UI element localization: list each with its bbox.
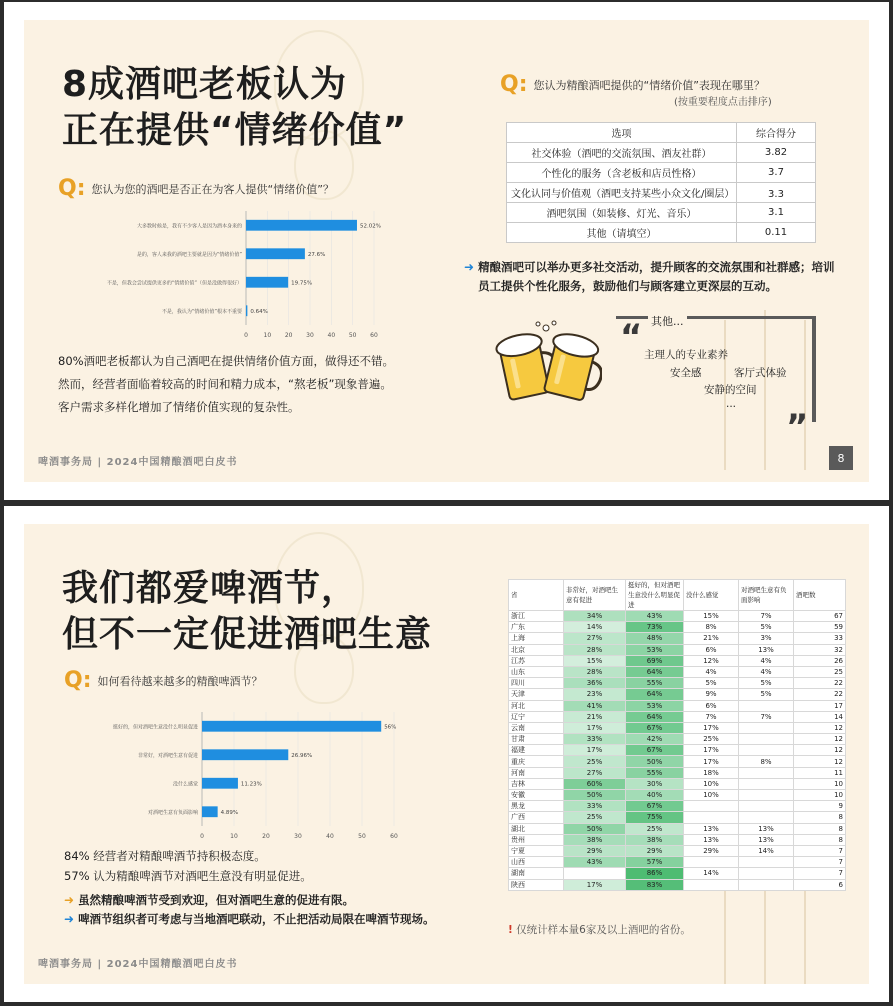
value-cell: 25% <box>626 823 684 834</box>
quote-item: 安全感 <box>670 367 702 379</box>
footnote-text: 仅统计样本量6家及以上酒吧的省份。 <box>516 924 691 936</box>
score-cell: 3.3 <box>737 183 816 203</box>
value-cell: 17% <box>684 722 739 733</box>
value-cell: 14% <box>739 845 794 856</box>
value-cell <box>739 812 794 823</box>
x-tick-label: 0 <box>200 833 204 840</box>
footer: 啤酒事务局 | 2024中国精酿酒吧白皮书 <box>38 959 238 970</box>
value-cell: 17% <box>564 722 626 733</box>
value-cell: 23% <box>564 689 626 700</box>
table-row <box>509 745 846 756</box>
value-cell: 3% <box>739 633 794 644</box>
value-cell: 43% <box>564 857 626 868</box>
quote-item: 安静的空间 <box>704 384 757 396</box>
province-cell: 陕西 <box>509 879 564 890</box>
x-tick-label: 10 <box>263 332 272 339</box>
score-cell: 0.11 <box>737 223 816 243</box>
bullet-item <box>64 891 435 910</box>
value-cell: 13% <box>684 823 739 834</box>
value-cell: 48% <box>626 633 684 644</box>
paragraph: 然而，经营者面临着较高的时间和精力成本，“熬老板”现象普遍。 <box>58 377 392 391</box>
slide-frame-1 <box>4 2 889 500</box>
value-cell: 15% <box>684 611 739 622</box>
table-row <box>509 790 846 801</box>
value-cell: 17% <box>564 745 626 756</box>
slide-title <box>62 566 432 658</box>
emotional-value-score-table <box>506 122 816 243</box>
value-cell: 27% <box>564 767 626 778</box>
table-row <box>507 143 816 163</box>
value-cell: 40% <box>626 790 684 801</box>
value-cell: 33% <box>564 734 626 745</box>
arrow-circle-icon: ➜ <box>464 260 475 274</box>
arrow-circle-icon: ➜ <box>64 912 75 926</box>
value-cell: 5% <box>739 689 794 700</box>
value-cell: 28% <box>564 666 626 677</box>
value-cell: 30% <box>626 778 684 789</box>
quote-open-mark: “ <box>620 317 643 357</box>
value-cell: 25% <box>564 756 626 767</box>
value-cell: 17 <box>794 700 846 711</box>
question-left <box>64 668 263 693</box>
value-cell: 75% <box>626 812 684 823</box>
value-cell: 53% <box>626 644 684 655</box>
value-cell: 11 <box>794 767 846 778</box>
value-cell: 86% <box>626 868 684 879</box>
category-label: 不是，但我会尝试提供更多的“情绪价值”（但是没做得很好） <box>106 280 242 287</box>
value-cell: 7 <box>794 845 846 856</box>
value-cell: 67% <box>626 745 684 756</box>
table-row <box>509 666 846 677</box>
x-tick-label: 60 <box>370 332 378 339</box>
x-tick-label: 40 <box>327 332 336 339</box>
q-mark: Q: <box>64 668 92 693</box>
question-text: 如何看待越来越多的精酿啤酒节？ <box>97 674 263 688</box>
value-cell: 34% <box>564 611 626 622</box>
table-row <box>509 801 846 812</box>
bullet-text: 啤酒节组织者可考虑与当地酒吧联动，不止把活动局限在啤酒节现场。 <box>78 912 435 926</box>
value-cell: 43% <box>626 611 684 622</box>
value-cell: 64% <box>626 711 684 722</box>
value-cell: 33% <box>564 801 626 812</box>
value-cell: 7 <box>794 857 846 868</box>
slide-frame-2 <box>4 506 889 1002</box>
value-cell: 14% <box>564 622 626 633</box>
table-row <box>509 823 846 834</box>
value-cell: 8% <box>739 756 794 767</box>
province-cell: 湖北 <box>509 823 564 834</box>
value-cell <box>739 745 794 756</box>
option-cell: 其他（请填空） <box>507 223 737 243</box>
data-label: 0.64% <box>250 308 268 315</box>
header-cell: 挺好的，但对酒吧生意没什么明显促进 <box>626 580 684 611</box>
province-cell: 四川 <box>509 678 564 689</box>
slide-title <box>62 62 407 154</box>
header-cell: 对酒吧生意有负面影响 <box>739 580 794 611</box>
quote-item: ... <box>726 398 737 410</box>
province-cell: 广西 <box>509 812 564 823</box>
q-mark: Q: <box>500 72 528 97</box>
table-row <box>509 611 846 622</box>
findings-paragraphs <box>58 350 394 419</box>
province-cell: 贵州 <box>509 834 564 845</box>
title-line-1: 8成酒吧老板认为 <box>62 64 348 105</box>
province-cell: 山东 <box>509 666 564 677</box>
value-cell: 21% <box>564 711 626 722</box>
value-cell: 7% <box>739 711 794 722</box>
data-label: 52.02% <box>359 223 381 230</box>
value-cell: 10 <box>794 790 846 801</box>
value-cell: 8 <box>794 812 846 823</box>
quote-heading: 其他... <box>648 313 687 329</box>
value-cell: 42% <box>626 734 684 745</box>
table-row <box>509 879 846 890</box>
question-left <box>58 176 334 201</box>
value-cell <box>739 767 794 778</box>
bar <box>202 778 238 789</box>
x-tick-label: 60 <box>390 833 398 840</box>
quote-item: 主理人的专业素养 <box>644 349 728 361</box>
value-cell: 5% <box>684 678 739 689</box>
value-cell: 50% <box>626 756 684 767</box>
question-text: 您认为您的酒吧是否正在为客人提供“情绪价值”？ <box>91 182 334 196</box>
province-cell: 上海 <box>509 633 564 644</box>
value-cell <box>739 879 794 890</box>
data-label: 4.89% <box>220 809 239 816</box>
value-cell: 25% <box>684 734 739 745</box>
value-cell: 12 <box>794 722 846 733</box>
x-tick-label: 30 <box>306 332 314 339</box>
option-cell: 社交体验（酒吧的交流氛围、酒友社群） <box>507 143 737 163</box>
value-cell: 12 <box>794 745 846 756</box>
value-cell: 60% <box>564 778 626 789</box>
value-cell: 27% <box>564 633 626 644</box>
value-cell: 6% <box>684 700 739 711</box>
value-cell <box>684 812 739 823</box>
insight-bullet <box>464 258 844 296</box>
province-cell: 甘肃 <box>509 734 564 745</box>
value-cell: 10 <box>794 778 846 789</box>
category-label: 是的，客人来我的酒吧主要就是因为“情绪价值” <box>136 251 242 258</box>
value-cell: 36% <box>564 678 626 689</box>
category-label: 大多数时候是，我有不少客人是因为酒本身来的 <box>136 223 242 230</box>
value-cell: 25% <box>564 812 626 823</box>
value-cell: 7% <box>684 711 739 722</box>
value-cell: 17% <box>684 756 739 767</box>
value-cell: 22 <box>794 689 846 700</box>
value-cell: 6 <box>794 879 846 890</box>
slide-8 <box>24 20 869 482</box>
value-cell: 67% <box>626 722 684 733</box>
value-cell: 64% <box>626 689 684 700</box>
value-cell: 14 <box>794 711 846 722</box>
value-cell: 53% <box>626 700 684 711</box>
bar <box>246 277 288 288</box>
province-cell: 北京 <box>509 644 564 655</box>
bullet-list <box>64 891 435 929</box>
value-cell: 8% <box>684 622 739 633</box>
province-cell: 浙江 <box>509 611 564 622</box>
bar <box>202 721 381 732</box>
value-cell <box>564 868 626 879</box>
data-label: 56% <box>384 724 397 731</box>
value-cell: 13% <box>739 834 794 845</box>
header-score: 综合得分 <box>737 123 816 143</box>
value-cell: 55% <box>626 767 684 778</box>
value-cell: 28% <box>564 644 626 655</box>
data-label: 11.23% <box>240 781 262 788</box>
value-cell <box>739 801 794 812</box>
value-cell: 10% <box>684 790 739 801</box>
cheers-beer-mugs-illustration <box>492 318 602 408</box>
value-cell: 7% <box>739 611 794 622</box>
category-label: 非常好，对酒吧生意有促进 <box>137 752 198 759</box>
value-cell <box>739 722 794 733</box>
x-tick-label: 20 <box>284 332 293 339</box>
option-cell: 个性化的服务（含老板和店员性格） <box>507 163 737 183</box>
data-label: 19.75% <box>291 280 313 287</box>
value-cell <box>739 734 794 745</box>
value-cell <box>739 790 794 801</box>
table-row <box>509 644 846 655</box>
table-row <box>509 655 846 666</box>
province-cell: 吉林 <box>509 778 564 789</box>
x-tick-label: 40 <box>326 833 334 840</box>
table-header-row <box>509 580 846 611</box>
province-cell: 福建 <box>509 745 564 756</box>
table-row <box>507 183 816 203</box>
value-cell: 83% <box>626 879 684 890</box>
province-cell: 江苏 <box>509 655 564 666</box>
bar <box>246 248 305 259</box>
table-row <box>509 868 846 879</box>
value-cell: 13% <box>684 834 739 845</box>
value-cell: 50% <box>564 823 626 834</box>
value-cell: 41% <box>564 700 626 711</box>
bar <box>246 220 357 231</box>
value-cell: 22 <box>794 678 846 689</box>
option-cell: 文化认同与价值观（酒吧支持某些小众文化/圈层） <box>507 183 737 203</box>
bullet-text: 虽然精酿啤酒节受到欢迎，但对酒吧生意的促进有限。 <box>78 893 355 907</box>
bar <box>202 806 218 817</box>
table-row <box>509 845 846 856</box>
value-cell: 59 <box>794 622 846 633</box>
table-row <box>507 203 816 223</box>
value-cell <box>739 778 794 789</box>
value-cell: 9 <box>794 801 846 812</box>
arrow-circle-icon: ➜ <box>64 893 75 907</box>
score-cell: 3.82 <box>737 143 816 163</box>
value-cell: 21% <box>684 633 739 644</box>
value-cell: 38% <box>626 834 684 845</box>
value-cell: 12% <box>684 655 739 666</box>
value-cell: 10% <box>684 778 739 789</box>
beer-festival-bar-chart <box>64 704 424 844</box>
x-tick-label: 20 <box>262 833 270 840</box>
value-cell: 57% <box>626 857 684 868</box>
insight-text: 精酿酒吧可以举办更多社交活动，提升顾客的交流氛围和社群感；培训员工提供个性化服务，鼓励他们与顾客建立更深层的互动。 <box>478 260 835 293</box>
paragraph: 客户需求多样化增加了情绪价值实现的复杂性。 <box>58 400 300 414</box>
question-text: 您认为精酿酒吧提供的“情绪价值”表现在哪里？ <box>533 78 765 92</box>
findings-paragraphs <box>64 846 312 886</box>
value-cell: 26 <box>794 655 846 666</box>
value-cell: 29% <box>684 845 739 856</box>
value-cell: 6% <box>684 644 739 655</box>
table-row <box>509 734 846 745</box>
value-cell <box>684 879 739 890</box>
value-cell: 5% <box>739 622 794 633</box>
x-tick-label: 10 <box>230 833 238 840</box>
table-row <box>509 756 846 767</box>
value-cell: 12 <box>794 756 846 767</box>
value-cell: 17% <box>684 745 739 756</box>
value-cell: 29% <box>564 845 626 856</box>
value-cell <box>739 868 794 879</box>
value-cell: 14% <box>684 868 739 879</box>
x-tick-label: 50 <box>358 833 366 840</box>
province-cell: 云南 <box>509 722 564 733</box>
table-row <box>509 711 846 722</box>
bar <box>202 749 288 760</box>
value-cell: 8 <box>794 834 846 845</box>
table-row <box>509 767 846 778</box>
category-label: 对酒吧生意有负面影响 <box>147 809 198 816</box>
table-row <box>507 223 816 243</box>
quote-item: 客厅式体验 <box>734 367 787 379</box>
title-line-2: 正在提供“情绪价值” <box>62 110 408 151</box>
value-cell: 7 <box>794 868 846 879</box>
province-cell: 湖南 <box>509 868 564 879</box>
header-cell: 非常好，对酒吧生意有促进 <box>564 580 626 611</box>
value-cell: 8 <box>794 823 846 834</box>
value-cell: 50% <box>564 790 626 801</box>
page-number: 8 <box>829 446 853 470</box>
province-cell: 广东 <box>509 622 564 633</box>
table-footnote <box>508 922 691 937</box>
value-cell: 29% <box>626 845 684 856</box>
value-cell: 67 <box>794 611 846 622</box>
value-cell: 4% <box>739 655 794 666</box>
header-cell: 酒吧数 <box>794 580 846 611</box>
category-label: 不是，我认为“情绪价值”根本不重要 <box>161 308 242 315</box>
category-label: 没什么感觉 <box>172 781 198 788</box>
value-cell: 73% <box>626 622 684 633</box>
score-cell: 3.1 <box>737 203 816 223</box>
value-cell: 15% <box>564 655 626 666</box>
value-cell <box>739 700 794 711</box>
province-cell: 重庆 <box>509 756 564 767</box>
score-cell: 3.7 <box>737 163 816 183</box>
paragraph: 84% 经营者对精酿啤酒节持积极态度。 <box>64 849 266 863</box>
option-cell: 酒吧氛围（如装修、灯光、音乐） <box>507 203 737 223</box>
value-cell: 5% <box>739 678 794 689</box>
value-cell: 25 <box>794 666 846 677</box>
value-cell <box>684 801 739 812</box>
value-cell: 69% <box>626 655 684 666</box>
table-row <box>509 700 846 711</box>
value-cell: 13% <box>739 644 794 655</box>
province-cell: 天津 <box>509 689 564 700</box>
value-cell: 55% <box>626 678 684 689</box>
value-cell: 32 <box>794 644 846 655</box>
header-cell: 省 <box>509 580 564 611</box>
bar <box>246 305 247 316</box>
value-cell: 67% <box>626 801 684 812</box>
table-row <box>509 834 846 845</box>
province-cell: 宁夏 <box>509 845 564 856</box>
value-cell: 64% <box>626 666 684 677</box>
table-row <box>509 633 846 644</box>
value-cell: 17% <box>564 879 626 890</box>
value-cell: 4% <box>739 666 794 677</box>
table-row <box>507 163 816 183</box>
value-cell: 38% <box>564 834 626 845</box>
value-cell <box>684 857 739 868</box>
table-row <box>509 722 846 733</box>
question-subtext: (按重要程度点击排序) <box>674 97 772 108</box>
value-cell: 13% <box>739 823 794 834</box>
table-row <box>509 689 846 700</box>
value-cell: 33 <box>794 633 846 644</box>
table-row <box>509 857 846 868</box>
table-row <box>509 812 846 823</box>
footer: 啤酒事务局 | 2024中国精酿酒吧白皮书 <box>38 457 238 468</box>
province-cell: 黑龙 <box>509 801 564 812</box>
paragraph: 57% 认为精酿啤酒节对酒吧生意没有明显促进。 <box>64 869 312 883</box>
x-tick-label: 50 <box>348 332 357 339</box>
data-label: 26.96% <box>291 752 313 759</box>
paragraph: 80%酒吧老板都认为自己酒吧在提供情绪价值方面，做得还不错。 <box>58 354 395 368</box>
q-mark: Q: <box>58 176 86 201</box>
value-cell: 18% <box>684 767 739 778</box>
table-row <box>509 678 846 689</box>
value-cell: 9% <box>684 689 739 700</box>
data-label: 27.6% <box>307 251 326 258</box>
table-row <box>509 622 846 633</box>
header-option: 选项 <box>507 123 737 143</box>
table-header-row <box>507 123 816 143</box>
province-cell: 山西 <box>509 857 564 868</box>
slide-9 <box>24 524 869 984</box>
exclamation-icon: ! <box>508 924 513 936</box>
province-heatmap-table <box>508 579 846 891</box>
title-line-1: 我们都爱啤酒节， <box>62 568 359 609</box>
quote-close-mark: ” <box>786 407 809 447</box>
province-cell: 辽宁 <box>509 711 564 722</box>
x-tick-label: 30 <box>294 833 302 840</box>
value-cell <box>739 857 794 868</box>
value-cell: 4% <box>684 666 739 677</box>
x-tick-label: 0 <box>244 332 248 339</box>
province-cell: 河南 <box>509 767 564 778</box>
category-label: 挺好的，但对酒吧生意没什么明显促进 <box>112 724 198 731</box>
bullet-item <box>64 910 435 929</box>
title-line-2: 但不一定促进酒吧生意 <box>62 614 433 655</box>
value-cell: 12 <box>794 734 846 745</box>
header-cell: 没什么感觉 <box>684 580 739 611</box>
province-cell: 河北 <box>509 700 564 711</box>
emotional-value-bar-chart <box>54 203 404 343</box>
province-cell: 安徽 <box>509 790 564 801</box>
table-row <box>509 778 846 789</box>
